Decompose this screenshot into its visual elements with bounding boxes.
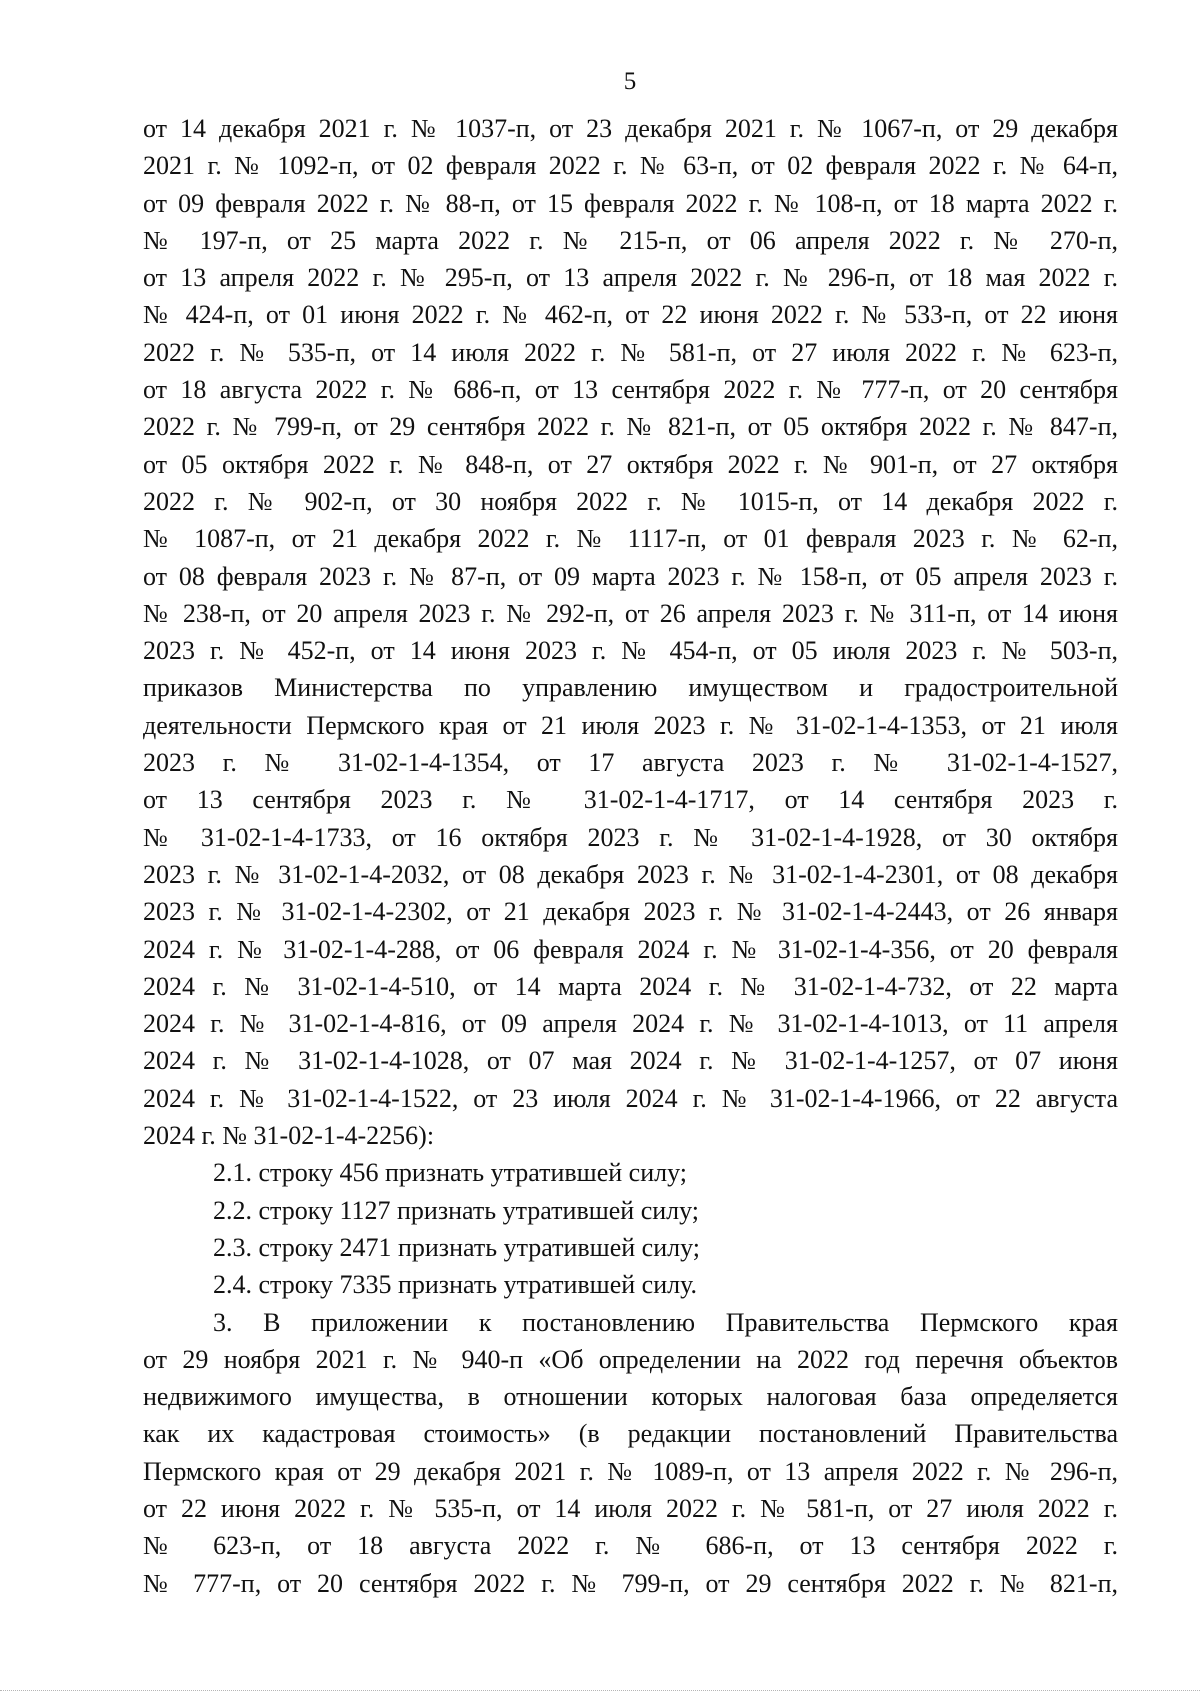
text-line: 2024 г. № 31-02-1-4-2256): — [143, 1121, 435, 1151]
text-line: 2023 г. № 31-02-1-4-1354, от 17 августа 2023 г. № 31-02-1-4-1527, — [143, 748, 1118, 778]
text-line: 2021 г. № 1092-п, от 02 февраля 2022 г. № 63-п, от 02 февраля 2022 г. № 64-п, — [143, 151, 1118, 181]
text-line: от 05 октября 2022 г. № 848-п, от 27 октября 2022 г. № 901-п, от 27 октября — [143, 449, 1118, 479]
text-line: от 08 февраля 2023 г. № 87-п, от 09 марта 2023 г. № 158-п, от 05 апреля 2023 г. — [143, 561, 1118, 591]
document-body — [143, 110, 1118, 1602]
text-line: Пермского края от 29 декабря 2021 г. № 1089-п, от 13 апреля 2022 г. № 296-п, — [143, 1456, 1118, 1486]
list-item: 2.1. строку 456 признать утратившей силу; — [213, 1158, 687, 1188]
text-line: от 13 апреля 2022 г. № 295-п, от 13 апреля 2022 г. № 296-п, от 18 мая 2022 г. — [143, 263, 1118, 293]
paragraph-start-line: 3. В приложении к постановлению Правительства Пермского края — [213, 1307, 1118, 1337]
text-line: недвижимого имущества, в отношении которых налоговая база определяется — [143, 1382, 1118, 1412]
text-line: от 13 сентября 2023 г. № 31-02-1-4-1717, от 14 сентября 2023 г. — [143, 785, 1118, 815]
list-item: 2.4. строку 7335 признать утратившей силу. — [213, 1270, 697, 1300]
scan-edge-divider — [0, 1690, 1200, 1692]
text-line: как их кадастровая стоимость» (в редакции постановлений Правительства — [143, 1419, 1118, 1449]
text-line: 2022 г. № 799-п, от 29 сентября 2022 г. № 821-п, от 05 октября 2022 г. № 847-п, — [143, 412, 1118, 442]
text-line: 2022 г. № 902-п, от 30 ноября 2022 г. № 1015-п, от 14 декабря 2022 г. — [143, 486, 1118, 516]
page-number: 5 — [623, 68, 637, 95]
text-line: 2023 г. № 31-02-1-4-2302, от 21 декабря 2023 г. № 31-02-1-4-2443, от 26 января — [143, 897, 1118, 927]
text-line: 2023 г. № 31-02-1-4-2032, от 08 декабря 2023 г. № 31-02-1-4-2301, от 08 декабря — [143, 859, 1118, 889]
text-line: от 29 ноября 2021 г. № 940-п «Об определении на 2022 год перечня объектов — [143, 1344, 1118, 1374]
text-line: 2024 г. № 31-02-1-4-1522, от 23 июля 2024 г. № 31-02-1-4-1966, от 22 августа — [143, 1083, 1118, 1113]
text-line: от 09 февраля 2022 г. № 88-п, от 15 февраля 2022 г. № 108-п, от 18 марта 2022 г. — [143, 188, 1118, 218]
text-line: от 18 августа 2022 г. № 686-п, от 13 сентября 2022 г. № 777-п, от 20 сентября — [143, 375, 1118, 405]
text-line: деятельности Пермского края от 21 июля 2023 г. № 31-02-1-4-1353, от 21 июля — [143, 710, 1118, 740]
list-item: 2.2. строку 1127 признать утратившей силу; — [213, 1195, 700, 1225]
text-line: № 777-п, от 20 сентября 2022 г. № 799-п, от 29 сентября 2022 г. № 821-п, — [143, 1568, 1118, 1598]
text-line: 2022 г. № 535-п, от 14 июля 2022 г. № 581-п, от 27 июля 2022 г. № 623-п, — [143, 337, 1118, 367]
text-line: приказов Министерства по управлению имуществом и градостроительной — [143, 673, 1118, 703]
text-line: 2023 г. № 452-п, от 14 июня 2023 г. № 454-п, от 05 июля 2023 г. № 503-п, — [143, 636, 1118, 666]
text-line: № 238-п, от 20 апреля 2023 г. № 292-п, от 26 апреля 2023 г. № 311-п, от 14 июня — [143, 598, 1118, 628]
text-line: № 424-п, от 01 июня 2022 г. № 462-п, от 22 июня 2022 г. № 533-п, от 22 июня — [143, 300, 1118, 330]
text-line: 2024 г. № 31-02-1-4-1028, от 07 мая 2024 г. № 31-02-1-4-1257, от 07 июня — [143, 1046, 1118, 1076]
text-line: 2024 г. № 31-02-1-4-288, от 06 февраля 2024 г. № 31-02-1-4-356, от 20 февраля — [143, 934, 1118, 964]
text-line: № 623-п, от 18 августа 2022 г. № 686-п, от 13 сентября 2022 г. — [143, 1531, 1118, 1561]
list-item: 2.3. строку 2471 признать утратившей силу; — [213, 1232, 700, 1262]
text-line: № 197-п, от 25 марта 2022 г. № 215-п, от 06 апреля 2022 г. № 270-п, — [143, 225, 1118, 255]
text-line: 2024 г. № 31-02-1-4-816, от 09 апреля 2024 г. № 31-02-1-4-1013, от 11 апреля — [143, 1009, 1118, 1039]
text-line: № 1087-п, от 21 декабря 2022 г. № 1117-п, от 01 февраля 2023 г. № 62-п, — [143, 524, 1118, 554]
text-line: от 22 июня 2022 г. № 535-п, от 14 июля 2022 г. № 581-п, от 27 июля 2022 г. — [143, 1493, 1118, 1523]
text-line: 2024 г. № 31-02-1-4-510, от 14 марта 2024 г. № 31-02-1-4-732, от 22 марта — [143, 971, 1118, 1001]
text-line: от 14 декабря 2021 г. № 1037-п, от 23 декабря 2021 г. № 1067-п, от 29 декабря — [143, 114, 1118, 143]
text-line: № 31-02-1-4-1733, от 16 октября 2023 г. № 31-02-1-4-1928, от 30 октября — [143, 822, 1118, 852]
